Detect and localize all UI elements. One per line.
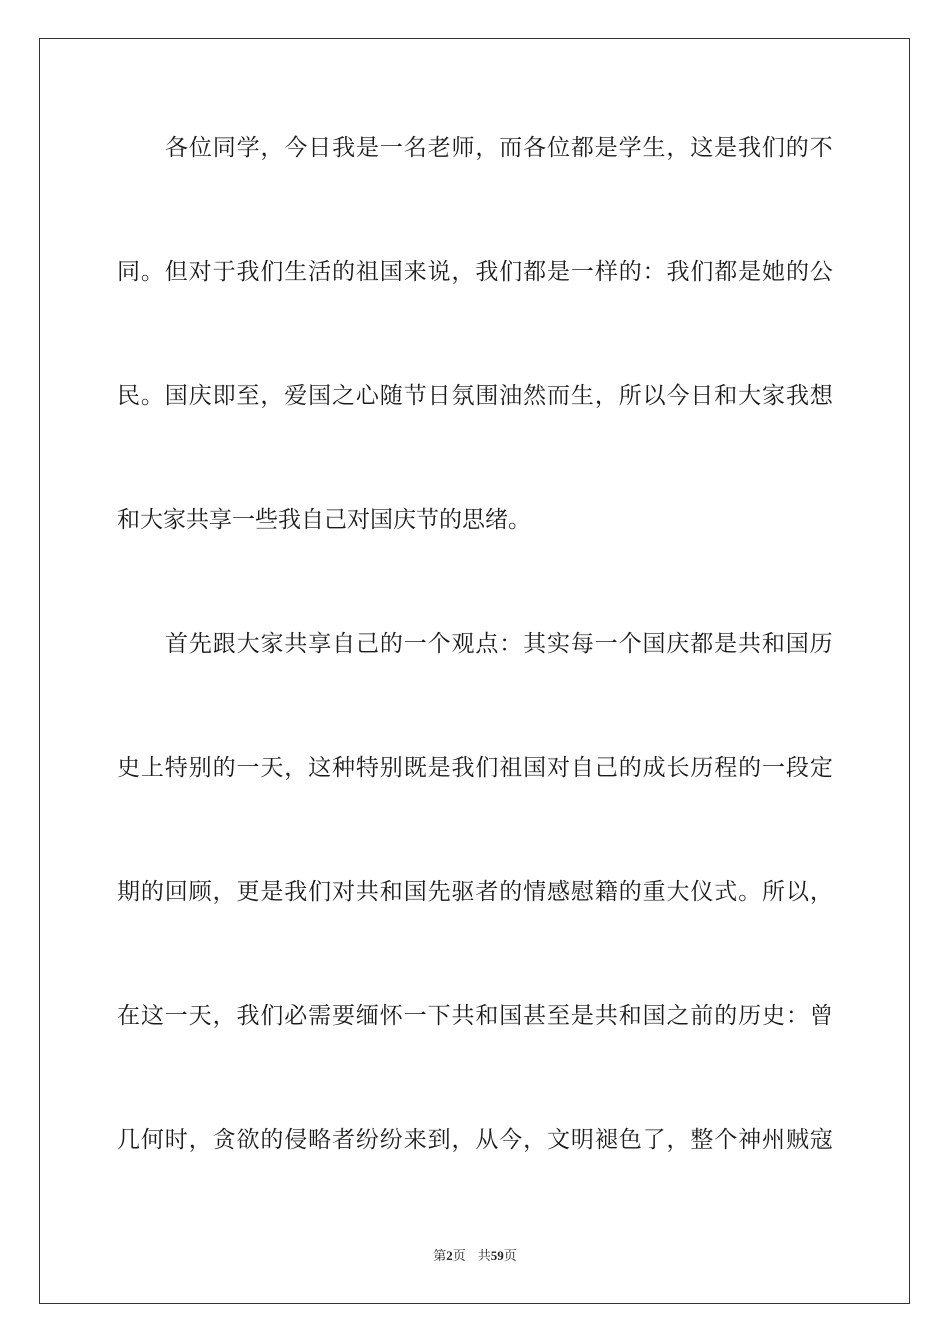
text-line: 各 位 同 学 ， 今 日 我 是 一 名 老 师 ， 而 各 位 都 是 学 生 ， 这 是 我 们 的 不 [165, 135, 833, 161]
text-line: 期 的 回 顾 ， 更 是 我 们 对 共 和 国 先 驱 者 的 情 感 慰 籍 的 重 大 仪 式 。 所 以 ， [117, 879, 833, 905]
text-line: 首 先 跟 大 家 共 享 自 己 的 一 个 观 点 ： 其 实 每 一 个 国 庆 都 是 共 和 国 历 [165, 631, 833, 657]
total-pages: 59 [490, 1248, 504, 1263]
text-line: 史 上 特 别 的 一 天 ， 这 种 特 别 既 是 我 们 祖 国 对 自 己 的 成 长 历 程 的 一 段 定 [117, 755, 833, 781]
total-prefix: 共 [477, 1249, 491, 1264]
text-line: 在 这 一 天 ， 我 们 必 需 要 缅 怀 一 下 共 和 国 甚 至 是 共 和 国 之 前 的 历 史 ： 曾 [117, 1003, 833, 1029]
text-line: 几 何 时 ， 贪 欲 的 侵 略 者 纷 纷 来 到 ， 从 今 ， 文 明 褪 色 了 ， 整 个 神 州 贼 寇 [117, 1127, 833, 1153]
page-suffix: 页 [452, 1249, 466, 1264]
text-line: 民 。 国 庆 即 至 ， 爱 国 之 心 随 节 日 氛 围 油 然 而 生 ， 所 以 今 日 和 大 家 我 想 [117, 383, 833, 409]
total-suffix: 页 [503, 1249, 517, 1264]
page-number: 2 [446, 1248, 453, 1263]
page-footer [0, 1246, 950, 1267]
text-line: 同 。 但 对 于 我 们 生 活 的 祖 国 来 说 ， 我 们 都 是 一 样 的 ： 我 们 都 是 她 的 公 [117, 259, 833, 285]
page-prefix: 第 [433, 1249, 447, 1264]
page-border [39, 38, 910, 1304]
text-line: 和大家共享一些我自己对国庆节的思绪。 [117, 507, 531, 533]
